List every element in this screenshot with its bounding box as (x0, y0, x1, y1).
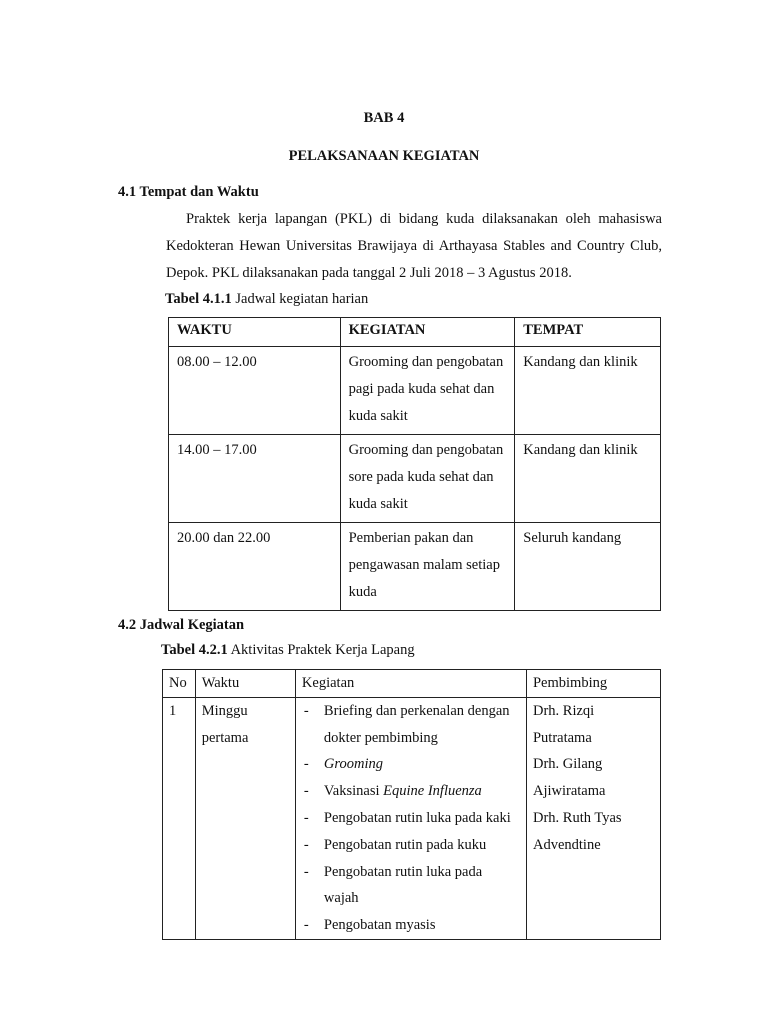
cell-kegiatan (340, 435, 515, 523)
chapter-title: PELAKSANAAN KEGIATAN (288, 148, 480, 164)
paragraph-line: Praktek kerja lapangan (PKL) di bidang kuda dilaksanakan oleh mahasiswa (186, 211, 662, 227)
cell-line: kuda sakit (348, 408, 408, 424)
cell-line: kuda sakit (348, 496, 408, 512)
activity-text: Pengobatan rutin luka pada wajah (323, 863, 483, 907)
cell-line: kuda (348, 584, 377, 600)
activity-item (302, 698, 520, 752)
cell-tempat: Seluruh kandang (515, 523, 661, 611)
table-row (169, 347, 661, 435)
cell-kegiatan (340, 523, 515, 611)
caption-label: Tabel 4.2.1 (161, 642, 228, 658)
header-waktu: WAKTU (169, 318, 341, 347)
section-4-1-paragraph (166, 206, 662, 287)
table-row (169, 435, 661, 523)
table-header-row (163, 670, 661, 698)
activity-item (302, 751, 520, 778)
header-pembimbing: Pembimbing (526, 670, 660, 698)
activity-item (302, 805, 520, 832)
cell-waktu (195, 697, 295, 939)
caption-text: Jadwal kegiatan harian (231, 291, 369, 307)
cell-line: pagi pada kuda sehat dan (348, 381, 495, 397)
cell-kegiatan (340, 347, 515, 435)
cell-line: sore pada kuda sehat dan (348, 469, 494, 485)
activity-text: Pengobatan myasis (323, 917, 436, 934)
header-waktu: Waktu (195, 670, 295, 698)
activity-item (302, 832, 520, 859)
cell-line: pengawasan malam setiap (348, 557, 500, 573)
cell-line: pertama (201, 729, 249, 746)
table-row (169, 523, 661, 611)
section-heading-4-2: 4.2 Jadwal Kegiatan (118, 617, 245, 633)
cell-kegiatan (295, 697, 526, 939)
cell-tempat: Kandang dan klinik (515, 435, 661, 523)
activity-text: Grooming (323, 756, 383, 773)
cell-line: Drh. Rizqi (532, 702, 595, 719)
caption-text: Aktivitas Praktek Kerja Lapang (227, 642, 415, 658)
table-row (163, 697, 661, 939)
cell-line: Minggu (201, 702, 248, 719)
table-aktivitas-pkl (162, 669, 661, 940)
header-tempat: TEMPAT (515, 318, 661, 347)
cell-waktu: 20.00 dan 22.00 (169, 523, 341, 611)
activity-item (302, 912, 520, 939)
cell-line: Drh. Ruth Tyas (532, 809, 622, 826)
table-jadwal-harian (168, 317, 661, 611)
caption-label: Tabel 4.1.1 (165, 291, 232, 307)
cell-line: Putratama (532, 729, 592, 746)
cell-line: Grooming dan pengobatan (348, 354, 504, 370)
cell-line: Pemberian pakan dan (348, 530, 474, 546)
table-header-row (169, 318, 661, 347)
cell-pembimbing (526, 697, 660, 939)
activity-item (302, 859, 520, 913)
cell-waktu: 08.00 – 12.00 (169, 347, 341, 435)
cell-line: Grooming dan pengobatan (348, 442, 504, 458)
cell-line: Ajiwiratama (532, 783, 606, 800)
header-kegiatan: KEGIATAN (340, 318, 515, 347)
header-no: No (163, 670, 196, 698)
paragraph-line: Kedokteran Hewan Universitas Brawijaya di Arthayasa Stables and Country Club, (166, 238, 662, 254)
activity-text: Briefing dan perkenalan dengan (323, 702, 510, 719)
cell-line: Advendtine (532, 836, 601, 853)
header-kegiatan: Kegiatan (295, 670, 526, 698)
activity-list (302, 698, 520, 939)
activity-text: Pengobatan rutin pada kuku (323, 836, 487, 853)
activity-text: Vaksinasi (323, 783, 384, 800)
activity-text: dokter pembimbing (323, 729, 438, 746)
activity-text-italic: Equine Influenza (383, 783, 482, 800)
section-heading-4-1: 4.1 Tempat dan Waktu (118, 184, 259, 200)
cell-no: 1 (163, 697, 196, 939)
table-4-1-1-caption (165, 291, 368, 308)
cell-line: Drh. Gilang (532, 756, 603, 773)
activity-text: Pengobatan rutin luka pada kaki (323, 809, 511, 826)
table-4-2-1-caption (161, 642, 415, 659)
chapter-number: BAB 4 (363, 110, 405, 126)
activity-item (302, 778, 520, 805)
cell-tempat: Kandang dan klinik (515, 347, 661, 435)
paragraph-line: Depok. PKL dilaksanakan pada tanggal 2 Juli 2018 – 3 Agustus 2018. (166, 265, 572, 281)
cell-waktu: 14.00 – 17.00 (169, 435, 341, 523)
